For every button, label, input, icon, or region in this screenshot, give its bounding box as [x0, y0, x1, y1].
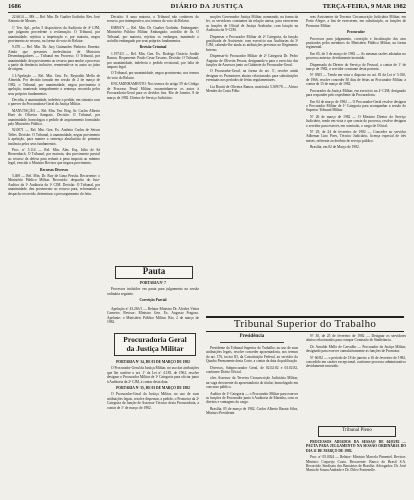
- paragraph: Dispensar o Procurador Militar de 2ª Categoria, da função gratificada de Assistente, com exercício nas Auditorias da 3ª CJM, cabendo-lhe ainda as atribuições previstas no Regimento Interno.: [206, 34, 298, 52]
- procuradoria-line-2: da Justiça Militar: [126, 344, 184, 353]
- column-4: [306, 15, 406, 311]
- paragraph: 22.6614 — MS — Rel. Min. Dr. Gualter Godinho. Rev. José Antonio de Moraes.: [8, 15, 100, 24]
- paragraph: Processos para julgamento, correição e fiscalização dos atos praticados pelos membros do Ministério Público Militar, na forma regimental.: [306, 36, 406, 50]
- paragraph: Dispensada do Diretor do Serviço do Pessoal, a contar de 1º de março de 1982, o servidor constante desta portaria.: [306, 62, 406, 72]
- paragraph: 9.478 — Rel. Min. Dr. Jacy Guimarães Pinheiro. Ementa: Ainda que presentes irrelevâncias de Ministros Desembargadores — Tribunal em Processo. O Tribunal, por unanimidade, deu provimento ao recurso para anular o processo a partir da denúncia inclusive, remetendo-se os autos ao juízo de origem.: [8, 45, 100, 72]
- paragraph: Nº 30, de 25 de fevereiro de 1982 — Designar os servidores abaixo relacionados para compor Comissão de Sindicância.: [306, 334, 406, 343]
- paragraph: reas Assistentes da Terceira Circunscrição Judiciária Militar, em Porto Alegre, a fim de exercerem, em substituição, as funções de Promotor Militar.: [306, 15, 406, 28]
- paragraph: 5.469 — Rel. Min. Dr. Ruy de Lima Pessôa. Recorrente: o Ministério Público Militar. Recorrido: despacho do Juiz-Auditor da 1ª Auditoria da 1ª CJM. Decisão: O Tribunal, por unanimidade, deu provimento ao recurso para, reformando o despacho recorrido, determinar o prosseguimento do feito.: [8, 174, 100, 196]
- column-3: [206, 15, 298, 311]
- presidencia-rule: [220, 342, 284, 343]
- paragraph: 1.1974/3 — Rel. Min. Gen. Ex. Rodrigo Octávio Jordão Ramos. Requerente: Paulo Cesar Tavares. Decisão: O Tribunal, por unanimidade, indeferiu o pedido revisional, por falta de amparo legal.: [107, 51, 199, 70]
- issue-date: TERÇA-FEIRA, 9 MAR 1982: [322, 3, 406, 10]
- portaria-heading: PORTARIA Nº 34, DE 03 DE MARÇO DE 1982: [116, 360, 190, 364]
- page-header: [8, 2, 406, 12]
- paragraph: Dr. Arnaldo Mello de Carvalho — Procurador da Justiça Militar, designado para exercer cumulativamente as funções de Promotor.: [306, 344, 406, 354]
- column-1: [8, 15, 100, 495]
- paragraph: Diversos, Subprocurador Geral, de 02.02.82 e 03.02.82, conforme Diário Oficial.: [206, 365, 298, 375]
- paragraph: Proc. nº 05.0024 — Relator: Ministro Marcelo Pimentel. Revisor: Ministro Coqueijo Costa. Recorrente: Banco do Brasil S.A. Recorrido: Sindicato dos Bancários de Brasília. Advogados: Dr. José Maria de Souza Andrade e Dr. Dilvo Fontenelle.: [306, 455, 406, 473]
- paragraph: O Procurador-Geral, na forma do art. 3º, resolve ainda designar os Promotores abaixo relacionados para substituições eventuais nos períodos de férias regulamentares.: [206, 69, 298, 83]
- page-number: 1686: [8, 3, 21, 10]
- paragraph: EMBA'Y — Rel. Min. Dr. Gualter Godinho. Embargante: Ministério Público Militar. Embargado: acórdão de fls. O Tribunal, por maioria, rejeitou os embargos, mantendo o acórdão embargado por seus próprios fundamentos.: [107, 25, 199, 44]
- paragraph: Processos incluídos em pauta para julgamento na sessão ordinária seguinte.: [107, 287, 199, 296]
- column-2-lower: [107, 360, 199, 490]
- paragraph: Lia Bonitt de Oliveira Ramos, matrícula 5.309/78 — Alcino Mendes da Costa Filho.: [206, 84, 298, 94]
- paragraph: Nº 0505 — Tendo em vista o disposto no art. 81 da Lei nº 5.010, de 1966, resolve conceder 30 dias de férias ao Procurador Militar, a contar de 15 de março de 1982.: [306, 73, 406, 87]
- paragraph: Brasília, em 02 de Março de 1982.: [310, 145, 360, 150]
- pauta-text: [107, 281, 199, 306]
- paragraph: Procurador da Justiça Militar, em exercício na 2ª CJM, designado para responder pelo expediente da Procuradoria.: [306, 88, 406, 98]
- header-rule: [8, 12, 406, 13]
- paragraph: Decidiu, à unanimidade, indeferir o pedido, em sintonia com o parecer da Procuradoria-Geral da Justiça Militar.: [8, 97, 100, 107]
- paragraph: O Procurador-Geral da Justiça Militar, no uso das atribuições que lhe confere o art. 1º da Lei nº 4.185, de 1962, resolve designar o Procurador Militar de 1ª Categoria para oficiar junto à Auditoria da 2ª CJM, a contar desta data.: [107, 366, 199, 384]
- pauta-entry: [107, 307, 199, 329]
- journal-title: DIÁRIO DA JUSTIÇA: [170, 3, 244, 10]
- section-subheading: Correição Parcial: [139, 298, 167, 303]
- paragraph: 1º Ten. Apl., pelos 5 dispositivos da Auditoria de 4ª CJM, que julgaram procedente a reclamação. O Tribunal, por unanimidade, rejeitou a impetração e, por maioria, negou provimento ao recurso, na forma do voto do Relator.: [8, 25, 100, 44]
- column-2-upper: [107, 15, 199, 265]
- tribunal-pleno-text: [306, 440, 406, 492]
- presidencia-heading: Presidência: [239, 334, 265, 339]
- paragraph: O Tribunal, por unanimidade, negou provimento, nos termos do voto do Relator.: [107, 71, 199, 80]
- paragraph: Nº 26 de março de 1982 — O Ministro Diretor do Serviço Judiciário, tendo em vista o que consta do processo, resolve designar o servidor para exercer, em comissão, o cargo de Oficial.: [306, 114, 406, 128]
- paragraph: 92.0071 — Rel. Min. Gen. Ex. Antônio Carlos de Seixas Telles. Decisão: O Tribunal, à unanimidade, negou provimento à apelação, para manter a sentença absolutória de primeira instância pelos seus fundamentos.: [8, 128, 100, 146]
- column-4-mid: [306, 334, 406, 424]
- paragraph: Em 05, de 5 de março de 1982 — As mesmas razões adotadas no processo anterior, devidamente instruído.: [306, 51, 406, 61]
- paragraph: Em 04 de março de 1982 — O Procurador-Geral resolve designar o Procurador Militar de 1ª Categoria para acompanhar a sessão do Superior Tribunal Militar.: [306, 99, 406, 113]
- paragraph: ENCAMINHAMENTO: Nos termos do artigo 59 do Código de Processo Penal Militar, encaminham-se os autos à Procuradoria-Geral para os devidos fins. Rio de Janeiro, 8 de março de 1982. Diretor de Serviço Judiciário.: [107, 82, 199, 100]
- section-subheading: Revisão Criminal: [139, 45, 167, 50]
- paragraph: Brasília, 05 de março de 1982. Carlos Alberto Barata Silva, Ministro Presidente.: [206, 406, 298, 416]
- portaria-heading: PORTARIA Nº 7: [140, 281, 166, 285]
- paragraph: Proc. nº 5.114 — Rel. Min. Alm. Esq. Júlio de Sá Bierrenbach. O Tribunal, por maioria, deu provimento parcial ao recurso da defesa para reduzir a pena imposta ao mínimo legal, vencido o Ministro Revisor que negava provimento.: [8, 147, 100, 166]
- procuradoria-heading: [114, 333, 196, 356]
- paragraph: Presidente do Tribunal Superior do Trabalho, no uso de suas atribuições legais, resolve conceder aposentadoria, nos termos do art. 176, inciso III, da Constituição Federal, ao servidor do Quadro Permanente desta Corte, a contar da data da publicação.: [206, 346, 298, 364]
- paragraph: Decisão: A uma maioria, o Tribunal não conheceu do recurso, por intempestivo, nos termos do voto do Relator.: [107, 15, 199, 24]
- paragraph: Nº 60/82 — o período de 18 de janeiro a 16 de fevereiro de 1982, concedido em caráter excepcional, conforme processo administrativo devidamente instruído.: [306, 355, 406, 369]
- paragraph: Apelação nº 43.263/1 — Relator Ministro Dr. Alcides Vieira Carneiro. Revisor: Ministro Gen. Ex. Augusto Fragoso. Apelante: o Ministério Público Militar. Rio, 2 de março de 1982.: [107, 307, 199, 325]
- paragraph: Auditor de 1ª Categoria — o Procurador Militar para exercer as funções de Procurador junto à Auditoria de Marinha, com os direitos e vantagens do cargo.: [206, 391, 298, 405]
- section-subheading: Procurador: [347, 30, 365, 35]
- paragraph: Dispensar-lo Procurador Militar de 2ª Categoria Dr. Pedro Augusto de Oliveira Pessoa, designando-o para o exercício das funções de Assessor junto ao Gabinete do Procurador-Geral.: [206, 54, 298, 68]
- procuradoria-line-1: Procuradoria Geral: [123, 335, 187, 344]
- pauta-notice: PROCESSOS ADIADOS DA SESSÃO DE 04/03/82 — PAUTA PARA JULGAMENTO NA SESSÃO ORDINÁRIA DO DIA 11 DE MARÇO DE 1982.: [306, 440, 406, 453]
- paragraph: cões Assessor da Terceira Circunscrição Judiciária Militar, na vaga decorrente da aposentadoria do titular, homologado em concurso público.: [206, 376, 298, 390]
- tribunal-pleno-heading: Tribunal Pleno: [318, 426, 396, 437]
- paragraph: Nº 29, de 24 de fevereiro de 1982 — Conceder ao servidor Adhemar Lino Pires, Técnico Judiciário, licença especial de três meses, referente ao decênio de serviço público.: [306, 129, 406, 143]
- paragraph: 1.1/Apelação — Rel. Min. Gen. Ex. Reynaldo Mello de Almeida. Por decisão tomada em sessão de 2 de março de 1982, o Tribunal, por unanimidade, negou provimento à apelação, mantendo integralmente a sentença recorrida pelos seus próprios fundamentos.: [8, 73, 100, 96]
- paragraph: MANUTAÇÃO — Rel. Min. Ten. Brig. Ar. Carlos Alberto Huet de Oliveira Sampaio. Decisão: O Tribunal, por unanimidade, homologou o pedido de arquivamento formulado pelo Ministério Público.: [8, 108, 100, 126]
- column-3-lower: [206, 346, 298, 490]
- portaria-heading: PORTARIA Nº 35, DE 03 DE MARÇO DE 1982: [116, 386, 190, 391]
- section-subheading: Recursos Diversos: [39, 167, 69, 172]
- paragraph: O Procurador-Geral da Justiça Militar, no uso de suas atribuições legais, resolve dispensar, a pedido, o Promotor da 2ª Categoria da função de Assessor Técnico desta Procuradoria, a contar de 1º de março de 1982.: [107, 392, 199, 410]
- pauta-heading: Pauta: [115, 266, 193, 279]
- paragraph: moções Governador Justiça Militar, nomeando, na forma da lei, os servidores constantes da relação anexa, para exercerem as funções de Oficial de Justiça Avaliador, com lotação na Auditoria da 5ª CJM.: [206, 15, 298, 33]
- tst-banner: Tribunal Superior do Trabalho: [206, 316, 404, 332]
